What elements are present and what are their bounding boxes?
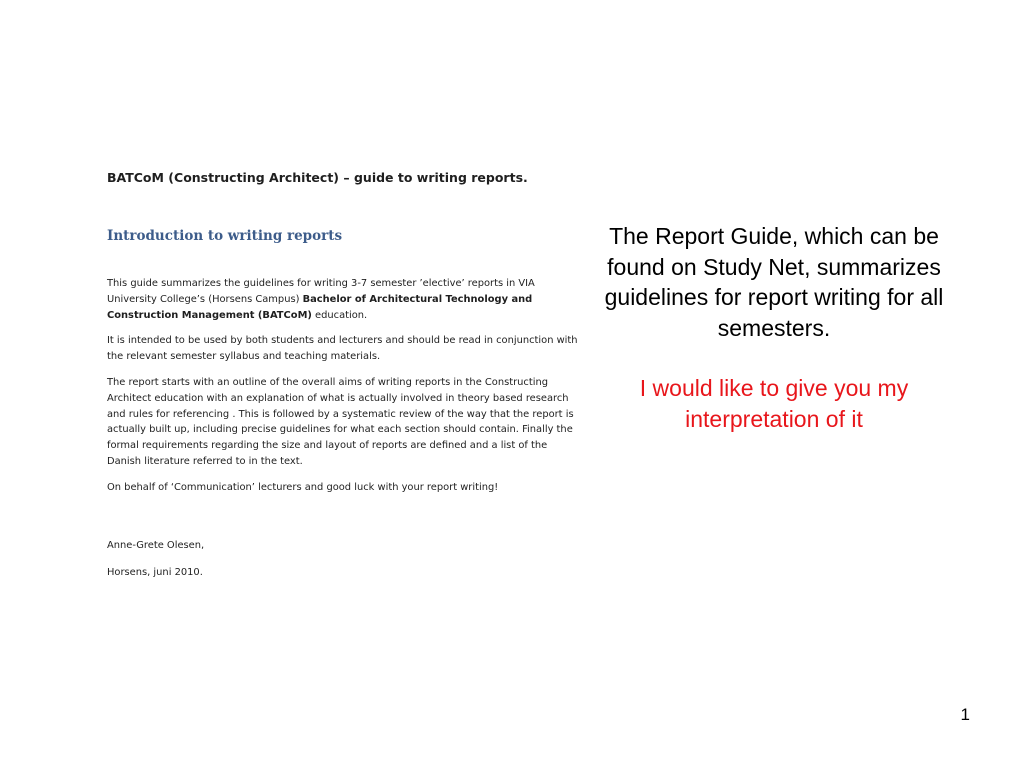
signature-name: Anne-Grete Olesen, [107,540,205,551]
paragraph-1-program-name: Bachelor of Architectural Technology and Construction Management (BATCoM) [107,293,533,321]
signature-place-date: Horsens, juni 2010. [107,567,203,578]
paragraph-1-text-b: education. [311,309,368,321]
paragraph-1-text-a: This guide summarizes the guidelines for writing 3-7 semester ’elective’ reports in VIA University College’s (Horsens Campus) [107,278,535,305]
document-paragraph-1 [107,276,581,323]
document-paragraph-4: On behalf of ‘Communication’ lecturers and good luck with your report writing! [107,481,499,493]
document-heading: Introduction to writing reports [107,228,343,244]
document-title: BATCoM (Constructing Architect) – guide to writing reports. [107,170,528,185]
document-paragraph-2: It is intended to be used by both students and lecturers and should be read in conjunction with the relevant semester syllabus and teaching materials. [107,335,578,363]
notes-statement: The Report Guide, which can be found on Study Net, summarizes guidelines for report writing for all semesters. [604,223,944,341]
document-excerpt-image [96,160,586,590]
notes-highlight: I would like to give you my interpretation of it [639,375,909,432]
slide-notes [604,221,944,434]
document-body [107,276,581,506]
page-number: 1 [960,705,970,724]
document-paragraph-3: The report starts with an outline of the overall aims of writing reports in the Constructing Architect education with an explanation of what is actually involved in theory based research and rules for referencing . This is followed by a systematic review of the way that the report is actually built up, including precise guidelines for what each section should contain. Finally the formal requirements regarding the size and layout of reports are defined and a list of the Danish literature referred to in the text. [107,376,574,467]
